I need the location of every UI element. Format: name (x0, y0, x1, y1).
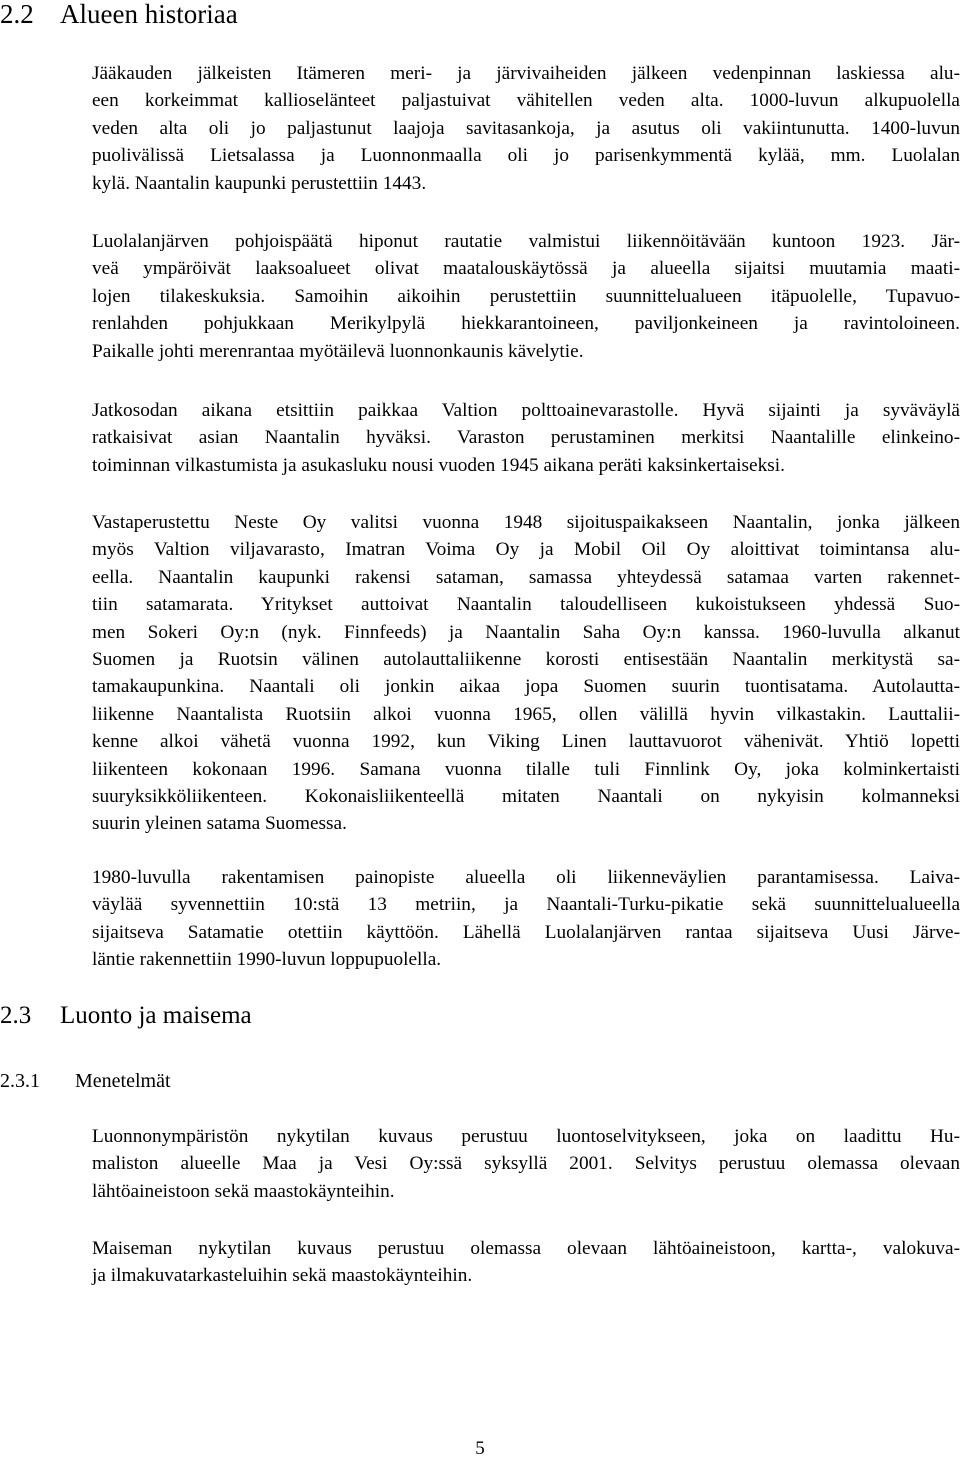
paragraph (92, 1123, 960, 1205)
text-line: puolivälissä Lietsalassa ja Luonnonmaalla oli jo parisenkymmentä kylää, mm. Luolalan (92, 145, 960, 167)
heading-number: 2.2 (0, 0, 34, 29)
heading-2-3 (0, 1000, 252, 1032)
text-line: tamakaupunkina. Naantali oli jonkin aikaa jopa Suomen suurin tuontisatama. Autolautta- (92, 676, 960, 698)
text-line: suurin yleinen satama Suomessa. (92, 813, 347, 835)
text-line: Paikalle johti merenrantaa myötäilevä luonnonkaunis kävelytie. (92, 340, 584, 362)
text-line: väylää syvennettiin 10:stä 13 metriin, ja Naantali-Turku-pikatie sekä suunnittelualueella (92, 894, 960, 916)
paragraph (92, 1235, 960, 1290)
text-line: 1980-luvulla rakentamisen painopiste alueella oli liikenneväylien parantamisessa. Laiva- (92, 867, 960, 888)
text-line: eella. Naantalin kaupunki rakensi sataman, samassa yhteydessä satamaa varten rakennet- (92, 566, 960, 588)
text-line: ratkaisivat asian Naantalin hyväksi. Varaston perustaminen merkitsi Naantalille elinkeino- (92, 427, 960, 449)
paragraph (92, 509, 960, 838)
paragraph (92, 864, 960, 974)
text-line: tiin satamarata. Yritykset auttoivat Naantalin taloudelliseen kukoistukseen yhdessä Suo- (92, 594, 960, 616)
text-line: suuryksikköliikenteen. Kokonaisliikenteellä mitaten Naantali on nykyisin kolmanneksi (92, 786, 960, 808)
heading-title: Luonto ja maisema (60, 1002, 252, 1029)
text-line: kenne alkoi vähetä vuonna 1992, kun Viking Linen lauttavuorot vähenivät. Yhtiö lopetti (92, 731, 960, 753)
text-line: men Sokeri Oy:n (nyk. Finnfeeds) ja Naantalin Saha Oy:n kanssa. 1960-luvulla alkanut (92, 621, 960, 643)
text-line: sijaitseva Satamatie otettiin käyttöön. Lähellä Luolalanjärven rantaa sijaitseva Uusi Järve- (92, 921, 960, 943)
text-line: toiminnan vilkastumista ja asukasluku nousi vuoden 1945 aikana peräti kaksinkertaiseksi. (92, 454, 785, 476)
text-line: Maiseman nykytilan kuvaus perustuu olemassa olevaan lähtöaineistoon, kartta-, valokuva- (92, 1238, 960, 1259)
paragraph (92, 228, 960, 365)
page-number: 5 (475, 1438, 485, 1459)
heading-number: 2.3 (0, 1002, 32, 1029)
text-line: ja ilmakuvatarkasteluihin sekä maastokäynteihin. (92, 1265, 473, 1287)
heading-number: 2.3.1 (0, 1070, 40, 1092)
text-line: Vastaperustettu Neste Oy valitsi vuonna 1948 sijoituspaikakseen Naantalin, jonka jälkeen (92, 512, 960, 533)
paragraph (92, 60, 960, 197)
text-line: veden alta oli jo paljastunut laajoja savitasankoja, ja asutus oli vakiintunutta. 1400-luvun (92, 117, 960, 139)
text-line: Suomen ja Ruotsin välinen autolauttaliikenne korosti entisestään Naantalin merkitystä sa- (92, 649, 960, 671)
text-line: lojen tilakeskuksia. Samoihin aikoihin perustettiin suunnittelualueen itäpuolelle, Tupavuo- (92, 285, 960, 307)
text-line: een korkeimmat kallioselänteet paljastuivat vähitellen veden alta. 1000-luvun alkupuolella (92, 90, 960, 112)
paragraph (92, 397, 960, 479)
text-line: lähtöaineistoon sekä maastokäynteihin. (92, 1180, 395, 1202)
heading-title: Menetelmät (75, 1070, 171, 1092)
text-line: Luolalanjärven pohjoispäätä hiponut rautatie valmistui liikennöitävään kuntoon 1923. Jär- (92, 231, 960, 252)
heading-2-2 (0, 0, 238, 30)
text-line: maliston alueelle Maa ja Vesi Oy:ssä syksyllä 2001. Selvitys perustuu olemassa olevaan (92, 1153, 960, 1175)
text-line: läntie rakennettiin 1990-luvun loppupuolella. (92, 949, 442, 971)
text-line: Jatkosodan aikana etsittiin paikkaa Valtion polttoainevarastolle. Hyvä sijainti ja syväväylä (92, 400, 960, 421)
heading-title: Alueen historiaa (60, 0, 238, 29)
text-line: Jääkauden jälkeisten Itämeren meri- ja järvivaiheiden jälkeen vedenpinnan laskiessa alu- (92, 63, 960, 84)
heading-2-3-1 (0, 1069, 171, 1093)
text-line: renlahden pohjukkaan Merikylpylä hiekkarantoineen, paviljonkeineen ja ravintoloineen. (92, 313, 960, 335)
text-line: kylä. Naantalin kaupunki perustettiin 1443. (92, 172, 427, 194)
text-line: liikenteen kokonaan 1996. Samana vuonna tilalle tuli Finnlink Oy, joka kolminkertaisti (92, 758, 960, 780)
text-line: myös Valtion viljavarasto, Imatran Voima Oy ja Mobil Oil Oy aloittivat toimintansa alu- (92, 539, 960, 561)
text-line: liikenne Naantalista Ruotsiin alkoi vuonna 1965, ollen välillä hyvin vilkastakin. Lauttalii- (92, 703, 960, 725)
text-line: veä ympäröivät laaksoalueet olivat maatalouskäytössä ja alueella sijaitsi muutamia maati- (92, 258, 960, 280)
text-line: Luonnonympäristön nykytilan kuvaus perustuu luontoselvitykseen, joka on laadittu Hu- (92, 1126, 960, 1147)
